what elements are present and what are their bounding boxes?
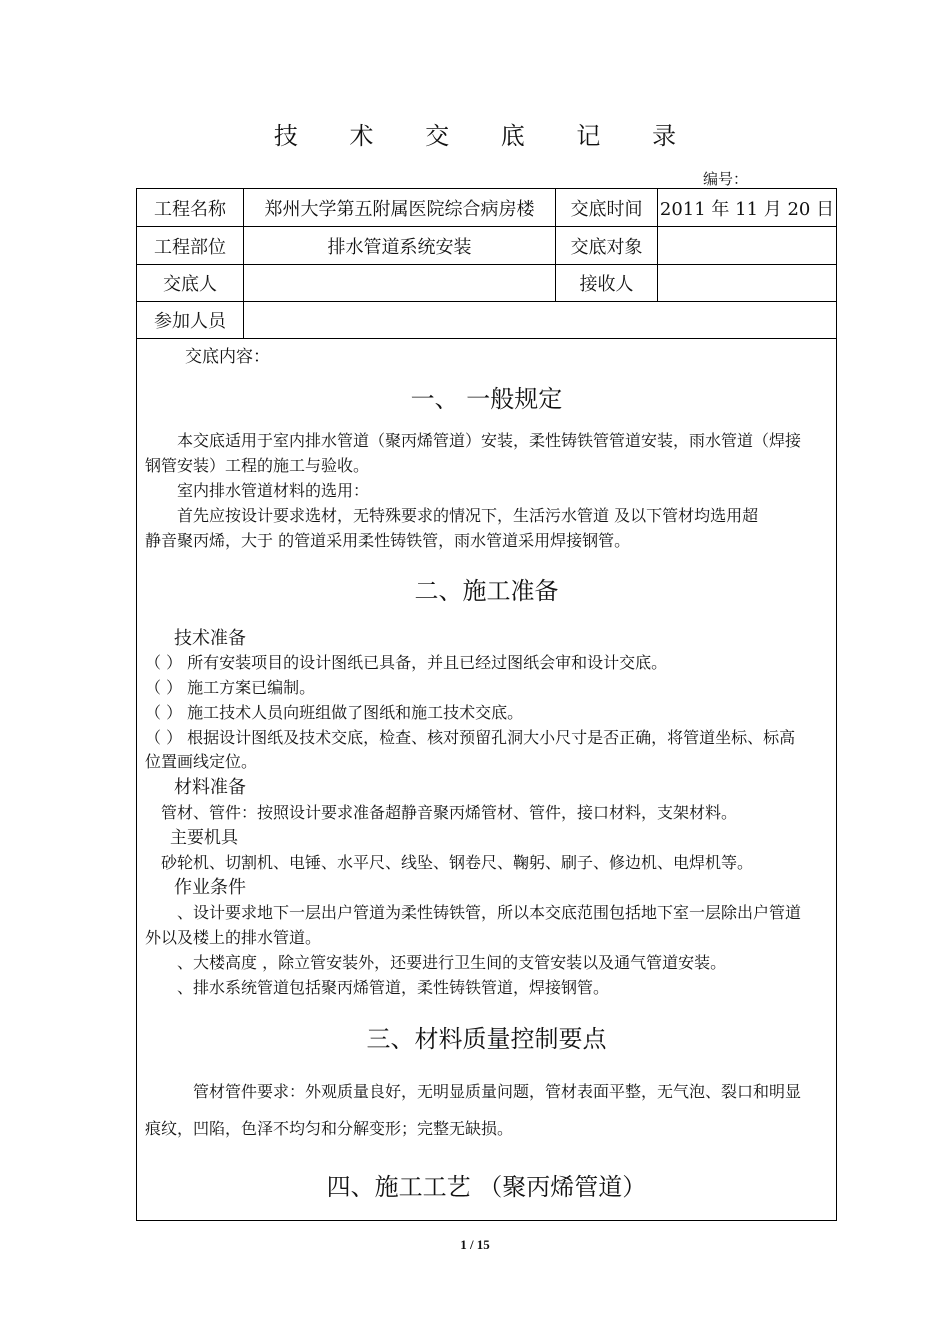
list-item: （ ） 根据设计图纸及技术交底，检查、核对预留孔洞大小尺寸是否正确，将管道坐标、标高 bbox=[145, 728, 796, 747]
handover-person-value bbox=[244, 265, 555, 301]
tech-prep-subheading: 技术准备 bbox=[174, 628, 246, 649]
paragraph-line: 管材、管件：按照设计要求准备超静音聚丙烯管材、管件，接口材料，支架材料。 bbox=[161, 803, 738, 822]
participants-value bbox=[244, 302, 836, 338]
paragraph-line: 管材管件要求：外观质量良好，无明显质量问题，管材表面平整，无气泡、裂口和明显 bbox=[193, 1082, 802, 1101]
section-2-heading: 二、施工准备 bbox=[414, 577, 559, 605]
conditions-subheading: 作业条件 bbox=[174, 877, 246, 898]
section-4-heading: 四、施工工艺 （聚丙烯管道） bbox=[326, 1173, 647, 1201]
receiver-value bbox=[658, 265, 836, 301]
handover-time-value: 2011 年 11 月 20 日 bbox=[659, 198, 835, 220]
paragraph-line: 首先应按设计要求选材，无特殊要求的情况下，生活污水管道 及以下管材均选用超 bbox=[177, 506, 759, 525]
section-3-heading: 三、材料质量控制要点 bbox=[366, 1025, 607, 1053]
material-prep-subheading: 材料准备 bbox=[174, 777, 246, 798]
paragraph-line: 静音聚丙烯，大于 的管道采用柔性铸铁管，雨水管道采用焊接钢管。 bbox=[145, 531, 631, 550]
paragraph-line: 砂轮机、切割机、电锤、水平尺、线坠、钢卷尺、鞠躬、刷子、修边机、电焊机等。 bbox=[161, 853, 754, 872]
list-item: （ ） 所有安装项目的设计图纸已具备，并且已经过图纸会审和设计交底。 bbox=[145, 653, 668, 672]
paragraph-line: 、排水系统管道包括聚丙烯管道，柔性铸铁管道，焊接钢管。 bbox=[177, 978, 610, 997]
document-title: 技 术 交 底 记 录 bbox=[273, 122, 699, 150]
page-number: 1 / 15 bbox=[460, 1237, 490, 1252]
handover-target-value bbox=[658, 227, 836, 264]
project-name-value: 郑州大学第五附属医院综合病房楼 bbox=[264, 198, 535, 220]
section-1-heading: 一、 一般规定 bbox=[410, 385, 563, 413]
paragraph-line: 本交底适用于室内排水管道（聚丙烯管道）安装，柔性铸铁管管道安装，雨水管道（焊接 bbox=[177, 431, 802, 450]
participants-label: 参加人员 bbox=[154, 311, 226, 332]
record-table bbox=[136, 188, 837, 1221]
project-name-label: 工程名称 bbox=[154, 198, 226, 220]
list-item: 位置画线定位。 bbox=[145, 752, 258, 771]
project-part-value: 排水管道系统安装 bbox=[327, 236, 472, 258]
paragraph-line: 外以及楼上的排水管道。 bbox=[145, 928, 322, 947]
doc-number-label: 编号： bbox=[703, 170, 749, 188]
paragraph-line: 钢管安装）工程的施工与验收。 bbox=[145, 456, 370, 475]
list-item: （ ） 施工方案已编制。 bbox=[145, 678, 316, 697]
paragraph-line: 痕纹，凹陷，色泽不均匀和分解变形；完整无缺损。 bbox=[145, 1119, 514, 1138]
paragraph-line: 、设计要求地下一层出户管道为柔性铸铁管，所以本交底范围包括地下室一层除出户管道 bbox=[177, 903, 802, 922]
list-item: （ ） 施工技术人员向班组做了图纸和施工技术交底。 bbox=[145, 703, 524, 722]
handover-person-label: 交底人 bbox=[163, 274, 217, 295]
tools-subheading: 主要机具 bbox=[170, 828, 238, 848]
handover-target-label: 交底对象 bbox=[570, 236, 643, 258]
project-part-label: 工程部位 bbox=[154, 236, 226, 258]
handover-time-label: 交底时间 bbox=[570, 198, 643, 220]
receiver-label: 接收人 bbox=[579, 274, 634, 295]
content-intro-label: 交底内容： bbox=[185, 347, 270, 367]
paragraph-line: 室内排水管道材料的选用： bbox=[177, 481, 370, 500]
paragraph-line: 、大楼高度 ，除立管安装外，还要进行卫生间的支管安装以及通气管道安装。 bbox=[177, 953, 727, 972]
row-divider bbox=[137, 338, 836, 339]
